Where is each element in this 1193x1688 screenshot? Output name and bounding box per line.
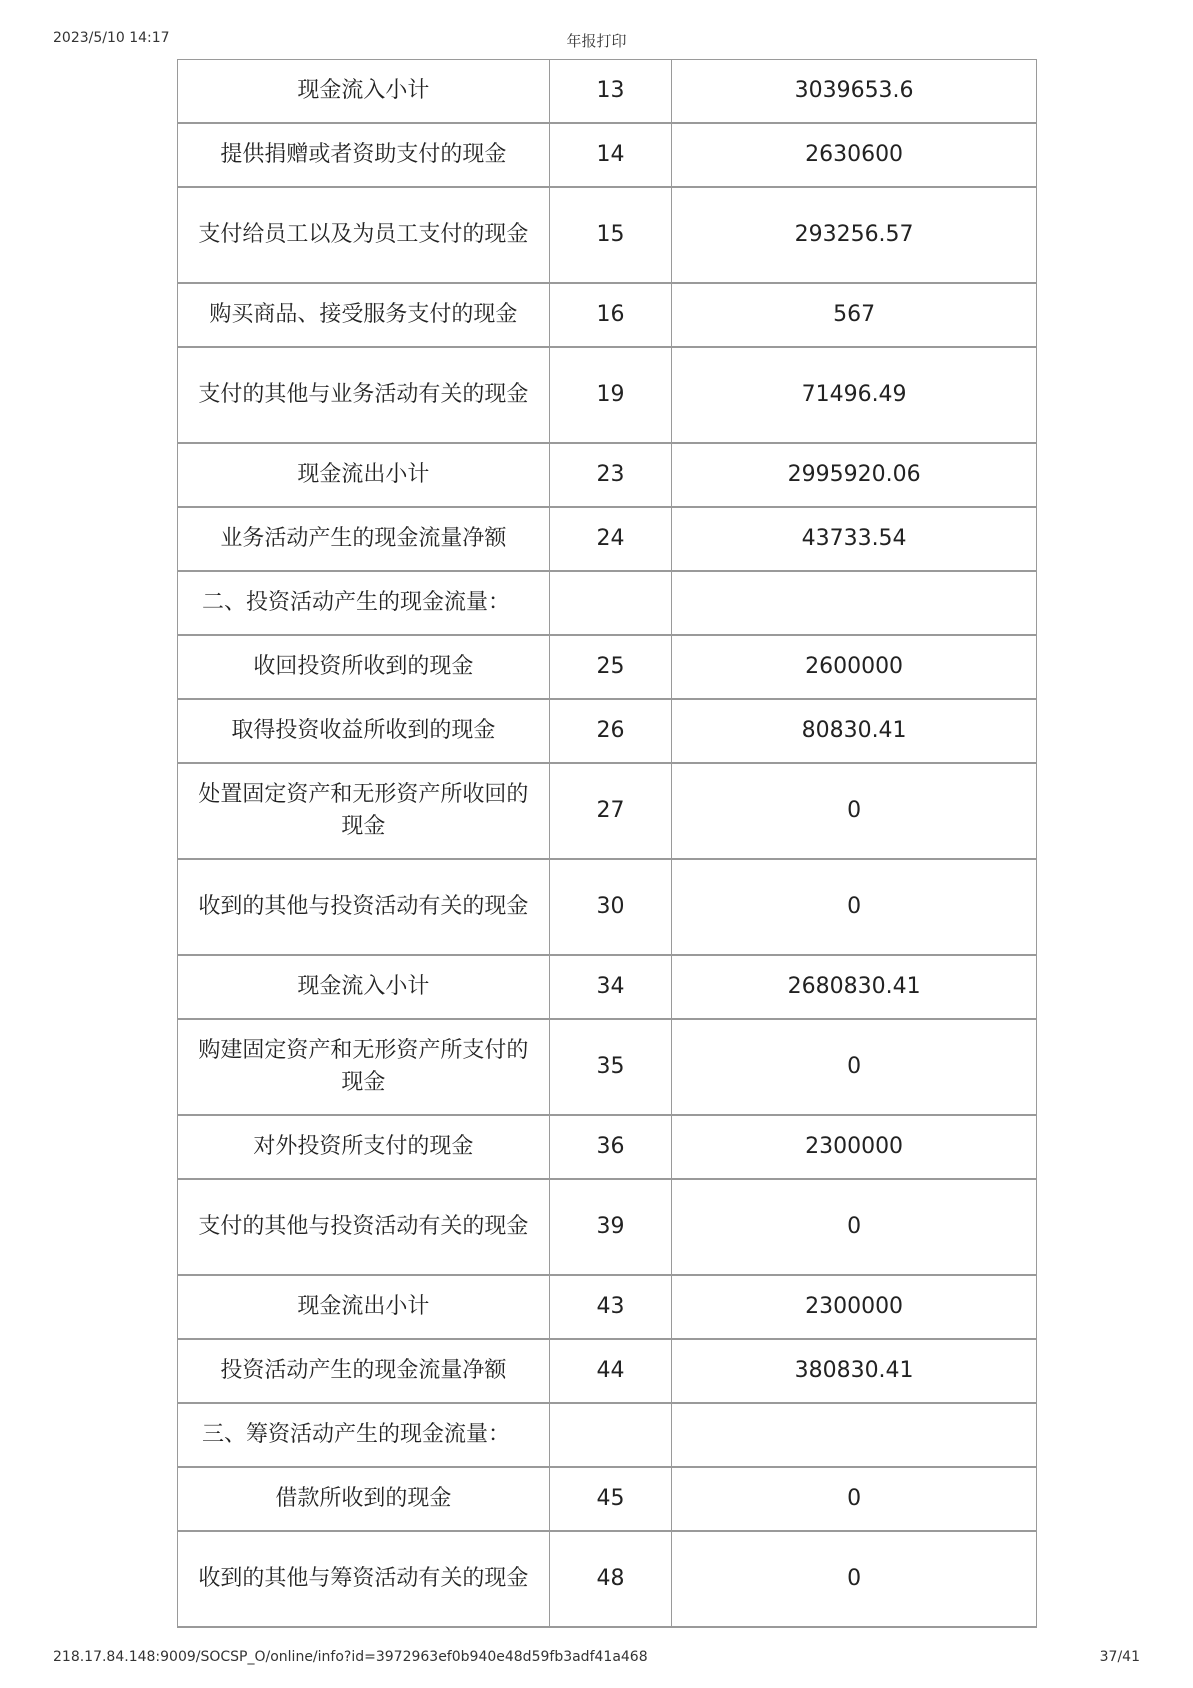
table-row xyxy=(178,700,1037,764)
row-value-cell: 0 xyxy=(672,860,1037,956)
row-item-cell: 支付的其他与投资活动有关的现金 xyxy=(178,1180,550,1276)
row-line-number-cell: 35 xyxy=(550,1020,672,1116)
row-item-cell: 支付给员工以及为员工支付的现金 xyxy=(178,188,550,284)
row-value-cell: 2600000 xyxy=(672,636,1037,700)
row-item-cell: 现金流入小计 xyxy=(178,60,550,124)
row-value-cell: 2680830.41 xyxy=(672,956,1037,1020)
row-item-cell: 支付的其他与业务活动有关的现金 xyxy=(178,348,550,444)
row-item-cell: 投资活动产生的现金流量净额 xyxy=(178,1340,550,1404)
row-line-number-cell: 16 xyxy=(550,284,672,348)
table-row xyxy=(178,508,1037,572)
print-datetime: 2023/5/10 14:17 xyxy=(53,30,170,46)
row-item-cell: 购建固定资产和无形资产所支付的现金 xyxy=(178,1020,550,1116)
row-value-cell: 0 xyxy=(672,764,1037,860)
row-value-cell xyxy=(672,1404,1037,1468)
row-line-number-cell: 34 xyxy=(550,956,672,1020)
table-row xyxy=(178,1340,1037,1404)
table-row xyxy=(178,284,1037,348)
row-line-number-cell xyxy=(550,1404,672,1468)
row-line-number-cell xyxy=(550,572,672,636)
page-title: 年报打印 xyxy=(566,32,627,50)
row-value-cell: 2300000 xyxy=(672,1276,1037,1340)
table-row xyxy=(178,1468,1037,1532)
row-item-cell: 三、筹资活动产生的现金流量： xyxy=(178,1404,550,1468)
row-line-number-cell: 15 xyxy=(550,188,672,284)
table-row xyxy=(178,956,1037,1020)
row-value-cell xyxy=(672,572,1037,636)
row-item-cell: 现金流出小计 xyxy=(178,1276,550,1340)
row-item-cell: 现金流出小计 xyxy=(178,444,550,508)
page-url: 218.17.84.148:9009/SOCSP_O/online/info?id=3972963ef0b940e48d59fb3adf41a468 xyxy=(53,1649,648,1665)
row-item-cell: 收到的其他与筹资活动有关的现金 xyxy=(178,1532,550,1628)
section-header-row xyxy=(178,1404,1037,1468)
row-line-number-cell: 19 xyxy=(550,348,672,444)
row-line-number-cell: 48 xyxy=(550,1532,672,1628)
row-item-cell: 收回投资所收到的现金 xyxy=(178,636,550,700)
row-item-cell: 对外投资所支付的现金 xyxy=(178,1116,550,1180)
row-line-number-cell: 14 xyxy=(550,124,672,188)
row-item-cell: 取得投资收益所收到的现金 xyxy=(178,700,550,764)
row-value-cell: 43733.54 xyxy=(672,508,1037,572)
row-line-number-cell: 39 xyxy=(550,1180,672,1276)
row-value-cell: 293256.57 xyxy=(672,188,1037,284)
row-item-cell: 二、投资活动产生的现金流量： xyxy=(178,572,550,636)
row-value-cell: 2630600 xyxy=(672,124,1037,188)
table-row xyxy=(178,860,1037,956)
table-row xyxy=(178,348,1037,444)
row-value-cell: 567 xyxy=(672,284,1037,348)
row-line-number-cell: 13 xyxy=(550,60,672,124)
row-value-cell: 0 xyxy=(672,1180,1037,1276)
row-item-cell: 收到的其他与投资活动有关的现金 xyxy=(178,860,550,956)
table-row xyxy=(178,764,1037,860)
table-row xyxy=(178,188,1037,284)
row-line-number-cell: 43 xyxy=(550,1276,672,1340)
table-row xyxy=(178,444,1037,508)
page-number: 37/41 xyxy=(1099,1649,1140,1665)
row-line-number-cell: 24 xyxy=(550,508,672,572)
table-row xyxy=(178,1116,1037,1180)
cash-flow-table xyxy=(177,59,1037,1628)
row-item-cell: 现金流入小计 xyxy=(178,956,550,1020)
table-row xyxy=(178,1180,1037,1276)
row-value-cell: 0 xyxy=(672,1468,1037,1532)
row-item-cell: 业务活动产生的现金流量净额 xyxy=(178,508,550,572)
row-line-number-cell: 25 xyxy=(550,636,672,700)
row-line-number-cell: 36 xyxy=(550,1116,672,1180)
table-row xyxy=(178,1532,1037,1628)
row-value-cell: 80830.41 xyxy=(672,700,1037,764)
row-line-number-cell: 26 xyxy=(550,700,672,764)
row-item-cell: 处置固定资产和无形资产所收回的现金 xyxy=(178,764,550,860)
row-line-number-cell: 27 xyxy=(550,764,672,860)
row-value-cell: 2300000 xyxy=(672,1116,1037,1180)
row-value-cell: 0 xyxy=(672,1532,1037,1628)
row-line-number-cell: 23 xyxy=(550,444,672,508)
table-row xyxy=(178,636,1037,700)
row-value-cell: 71496.49 xyxy=(672,348,1037,444)
row-value-cell: 2995920.06 xyxy=(672,444,1037,508)
table-row xyxy=(178,1020,1037,1116)
row-item-cell: 提供捐赠或者资助支付的现金 xyxy=(178,124,550,188)
row-value-cell: 3039653.6 xyxy=(672,60,1037,124)
row-line-number-cell: 30 xyxy=(550,860,672,956)
table-row xyxy=(178,124,1037,188)
table-row xyxy=(178,1276,1037,1340)
row-value-cell: 380830.41 xyxy=(672,1340,1037,1404)
row-line-number-cell: 45 xyxy=(550,1468,672,1532)
row-item-cell: 购买商品、接受服务支付的现金 xyxy=(178,284,550,348)
row-value-cell: 0 xyxy=(672,1020,1037,1116)
row-item-cell: 借款所收到的现金 xyxy=(178,1468,550,1532)
row-line-number-cell: 44 xyxy=(550,1340,672,1404)
section-header-row xyxy=(178,572,1037,636)
table-row xyxy=(178,60,1037,124)
